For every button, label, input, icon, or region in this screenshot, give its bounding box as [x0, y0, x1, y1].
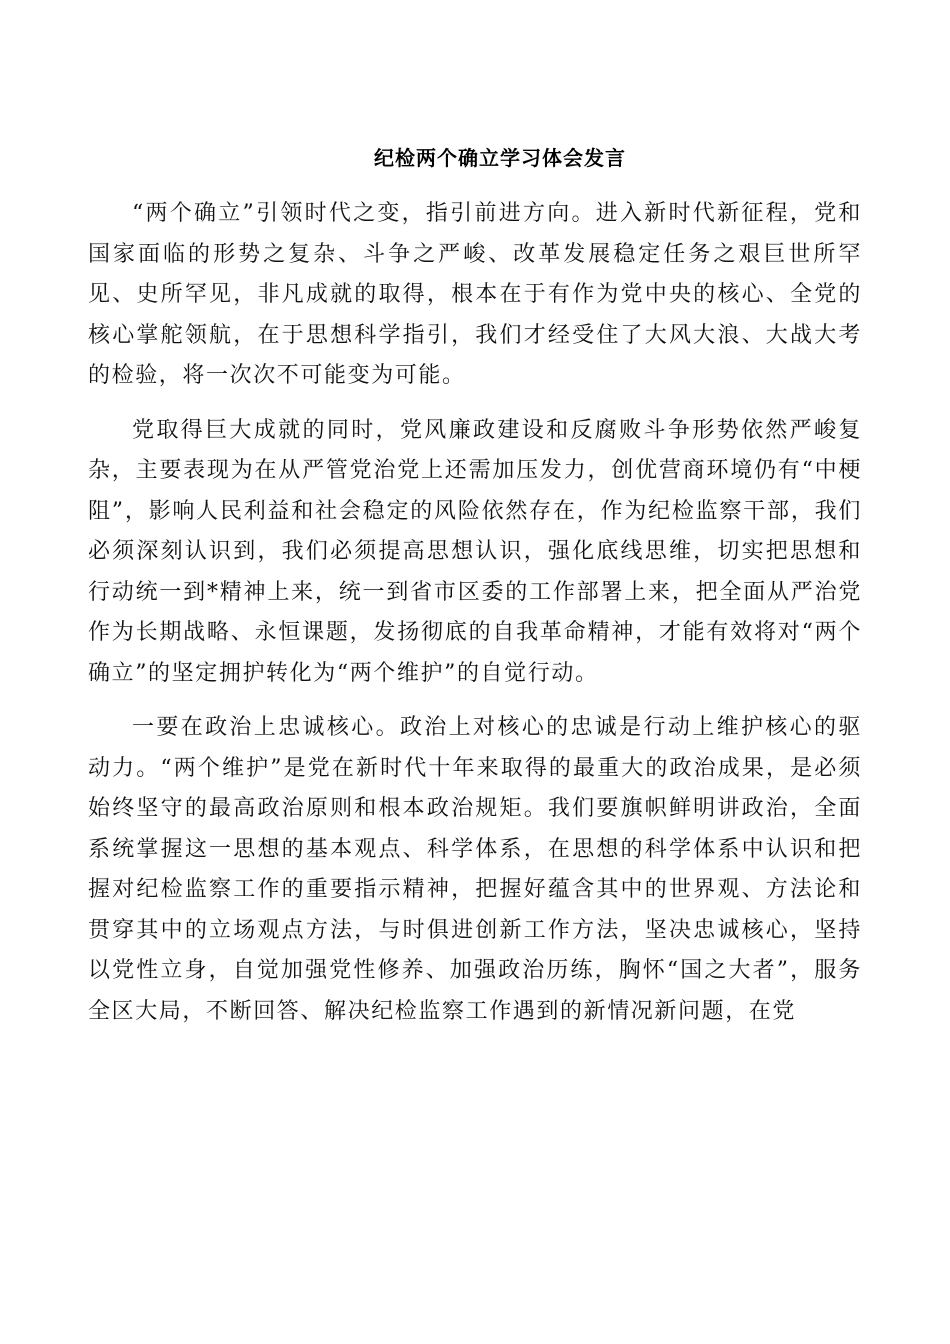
paragraph-2: 党取得巨大成就的同时，党风廉政建设和反腐败斗争形势依然严峻复杂，主要表现为在从严管党治党上还需加压发力，创优营商环境仍有“中梗阻”，影响人民利益和社会稳定的风险依然存在，作为纪检监察干部，我们必须深刻认识到，我们必须提高思想认识，强化底线思维，切实把思想和行动统一到*精神上来，统一到省市区委的工作部署上来，把全面从严治党作为长期战略、永恒课题，发扬彻底的自我革命精神，才能有效将对“两个确立”的坚定拥护转化为“两个维护”的自觉行动。: [88, 417, 862, 686]
paragraph-1: “两个确立”引领时代之变，指引前进方向。进入新时代新征程，党和国家面临的形势之复杂、斗争之严峻、改革发展稳定任务之艰巨世所罕见、史所罕见，非凡成就的取得，根本在于有作为党中央的核心、全党的核心掌舵领航，在于思想科学指引，我们才经受住了大风大浪、大战大考的检验，将一次次不可能变为可能。: [88, 201, 862, 388]
paragraph-3: 一要在政治上忠诚核心。政治上对核心的忠诚是行动上维护核心的驱动力。“两个维护”是党在新时代十年来取得的最重大的政治成果，是必须始终坚守的最高政治原则和根本政治规矩。我们要旗帜鲜明讲政治，全面系统掌握这一思想的基本观点、科学体系，在思想的科学体系中认识和把握对纪检监察工作的重要指示精神，把握好蕴含其中的世界观、方法论和贯穿其中的立场观点方法，与时俱进创新工作方法，坚决忠诚核心，坚持以党性立身，自觉加强党性修养、加强政治历练，胸怀“国之大者”，服务全区大局，不断回答、解决纪检监察工作遇到的新情况新问题，在党: [88, 715, 862, 1024]
document-body: [88, 194, 862, 1032]
document-title: 纪检两个确立学习体会发言: [374, 146, 626, 170]
